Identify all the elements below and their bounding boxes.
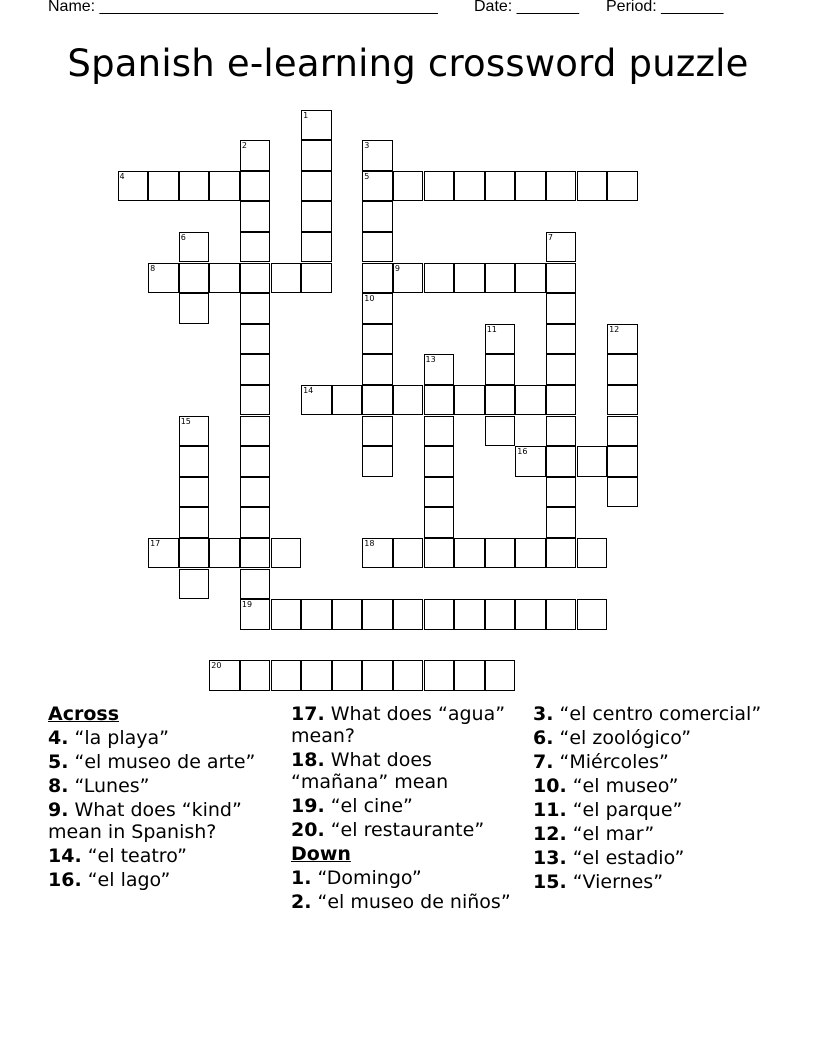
clue-text: “Miércoles” xyxy=(553,751,669,773)
grid-cell[interactable] xyxy=(424,263,455,294)
clue-number: 3 xyxy=(364,141,370,151)
clue-number: 5 xyxy=(364,171,370,181)
grid-cell[interactable] xyxy=(546,416,577,447)
grid-cell[interactable] xyxy=(515,263,546,294)
clue-number: 19 xyxy=(241,600,253,610)
grid-cell[interactable] xyxy=(424,354,455,385)
clue-number-label: 10. xyxy=(533,775,567,797)
grid-cell[interactable] xyxy=(362,171,393,202)
clue-number-label: 13. xyxy=(533,847,567,869)
grid-cell[interactable] xyxy=(148,538,179,569)
grid-cell[interactable] xyxy=(546,263,577,294)
clue-text: What does “kind” mean in Spanish? xyxy=(48,799,242,843)
down-heading: Down xyxy=(291,843,351,865)
clue-number: 4 xyxy=(119,171,125,181)
grid-cell[interactable] xyxy=(546,293,577,324)
grid-cell[interactable] xyxy=(271,660,302,691)
grid-cell[interactable] xyxy=(393,171,424,202)
page-title: Spanish e-learning crossword puzzle xyxy=(67,42,749,85)
clue-number-label: 12. xyxy=(533,823,567,845)
grid-cell[interactable] xyxy=(362,385,393,416)
clues-column-2 xyxy=(291,703,516,915)
grid-cell[interactable] xyxy=(546,477,577,508)
clue-number-label: 2. xyxy=(291,891,312,913)
clue-number: 10 xyxy=(364,294,375,304)
clue-text: “el parque” xyxy=(566,799,683,821)
grid-cell[interactable] xyxy=(515,446,546,477)
grid-cell[interactable] xyxy=(454,263,485,294)
clue-text: “el lago” xyxy=(81,869,171,891)
grid-cell[interactable] xyxy=(546,385,577,416)
clue-number-label: 20. xyxy=(291,819,325,841)
clue-number: 9 xyxy=(394,263,400,273)
grid-cell[interactable] xyxy=(179,538,210,569)
grid-cell[interactable] xyxy=(362,446,393,477)
grid-cell[interactable] xyxy=(546,599,577,630)
across-heading: Across xyxy=(48,703,120,725)
clue-item xyxy=(291,795,516,817)
clue-number: 1 xyxy=(303,110,309,120)
clue-item xyxy=(291,891,516,913)
grid-cell[interactable] xyxy=(424,416,455,447)
grid-cell[interactable] xyxy=(362,354,393,385)
grid-cell[interactable] xyxy=(607,416,638,447)
grid-cell[interactable] xyxy=(546,354,577,385)
clue-number-label: 14. xyxy=(48,845,82,867)
clue-item xyxy=(533,703,773,725)
clue-text: “el restaurante” xyxy=(324,819,485,841)
name-field[interactable]: Name: ______________________________________ xyxy=(48,0,438,15)
grid-cell[interactable] xyxy=(240,446,271,477)
grid-cell[interactable] xyxy=(454,385,485,416)
grid-cell[interactable] xyxy=(240,538,271,569)
clue-item xyxy=(291,703,516,747)
grid-cell[interactable] xyxy=(179,569,210,600)
grid-cell[interactable] xyxy=(362,660,393,691)
grid-cell[interactable] xyxy=(332,660,363,691)
clue-number: 15 xyxy=(180,416,191,426)
grid-cell[interactable] xyxy=(362,140,393,171)
date-field[interactable]: Date: _______ xyxy=(474,0,579,15)
grid-cell[interactable] xyxy=(301,385,332,416)
clue-number-label: 16. xyxy=(48,869,82,891)
grid-cell[interactable] xyxy=(424,538,455,569)
grid-cell[interactable] xyxy=(546,232,577,263)
grid-cell[interactable] xyxy=(240,293,271,324)
grid-cell[interactable] xyxy=(607,324,638,355)
clue-text: “la playa” xyxy=(68,727,170,749)
clue-text: “Domingo” xyxy=(311,867,422,889)
clue-item xyxy=(48,751,278,773)
clue-number-label: 8. xyxy=(48,775,69,797)
clue-number-label: 11. xyxy=(533,799,567,821)
grid-cell[interactable] xyxy=(179,446,210,477)
clues-column-1 xyxy=(48,703,278,893)
grid-cell[interactable] xyxy=(362,599,393,630)
clue-number: 8 xyxy=(150,263,156,273)
grid-cell[interactable] xyxy=(240,477,271,508)
grid-cell[interactable] xyxy=(271,263,302,294)
clue-number-label: 7. xyxy=(533,751,554,773)
grid-cell[interactable] xyxy=(362,293,393,324)
clue-number: 12 xyxy=(609,324,620,334)
clue-number-label: 19. xyxy=(291,795,325,817)
grid-cell[interactable] xyxy=(485,416,516,447)
grid-cell[interactable] xyxy=(454,538,485,569)
clue-number: 6 xyxy=(180,232,186,242)
grid-cell[interactable] xyxy=(485,171,516,202)
grid-cell[interactable] xyxy=(209,538,240,569)
clue-item xyxy=(48,845,278,867)
grid-cell[interactable] xyxy=(179,232,210,263)
grid-cell[interactable] xyxy=(271,538,302,569)
grid-cell[interactable] xyxy=(454,171,485,202)
clue-text: What does “mañana” mean xyxy=(291,749,449,793)
grid-cell[interactable] xyxy=(607,477,638,508)
clue-number-label: 3. xyxy=(533,703,554,725)
grid-cell[interactable] xyxy=(301,140,332,171)
grid-cell[interactable] xyxy=(301,201,332,232)
grid-cell[interactable] xyxy=(362,232,393,263)
grid-cell[interactable] xyxy=(485,660,516,691)
grid-cell[interactable] xyxy=(240,171,271,202)
grid-cell[interactable] xyxy=(301,263,332,294)
grid-cell[interactable] xyxy=(485,599,516,630)
grid-cell[interactable] xyxy=(240,385,271,416)
grid-cell[interactable] xyxy=(485,263,516,294)
grid-cell[interactable] xyxy=(301,599,332,630)
grid-cell[interactable] xyxy=(240,201,271,232)
grid-cell[interactable] xyxy=(393,599,424,630)
grid-cell[interactable] xyxy=(209,660,240,691)
grid-cell[interactable] xyxy=(515,599,546,630)
clue-number-label: 5. xyxy=(48,751,69,773)
grid-cell[interactable] xyxy=(607,354,638,385)
clue-item xyxy=(48,799,278,843)
clue-item xyxy=(48,775,278,797)
grid-cell[interactable] xyxy=(515,538,546,569)
clue-text: “el museo de niños” xyxy=(311,891,511,913)
grid-cell[interactable] xyxy=(240,569,271,600)
clue-number: 17 xyxy=(150,538,161,548)
grid-cell[interactable] xyxy=(362,201,393,232)
grid-cell[interactable] xyxy=(240,232,271,263)
clue-item xyxy=(533,799,773,821)
clue-number-label: 1. xyxy=(291,867,312,889)
clue-item xyxy=(533,847,773,869)
clue-text: “el estadio” xyxy=(566,847,685,869)
clue-text: “el mar” xyxy=(566,823,655,845)
clues-column-3 xyxy=(533,703,773,895)
grid-cell[interactable] xyxy=(362,538,393,569)
grid-cell[interactable] xyxy=(148,171,179,202)
clue-item xyxy=(533,823,773,845)
grid-cell[interactable] xyxy=(546,507,577,538)
grid-cell[interactable] xyxy=(485,385,516,416)
clue-text: “Lunes” xyxy=(68,775,150,797)
grid-cell[interactable] xyxy=(240,324,271,355)
grid-cell[interactable] xyxy=(271,599,302,630)
clue-number: 16 xyxy=(517,447,528,457)
grid-cell[interactable] xyxy=(546,538,577,569)
clue-text: “el teatro” xyxy=(81,845,187,867)
grid-cell[interactable] xyxy=(424,507,455,538)
grid-cell[interactable] xyxy=(577,599,608,630)
clue-item xyxy=(533,871,773,893)
clue-item xyxy=(48,727,278,749)
grid-cell[interactable] xyxy=(362,416,393,447)
clue-number-label: 15. xyxy=(533,871,567,893)
clue-item xyxy=(291,749,516,793)
period-field[interactable]: Period: _______ xyxy=(606,0,724,15)
grid-cell[interactable] xyxy=(179,293,210,324)
clue-text: “el museo de arte” xyxy=(68,751,256,773)
grid-cell[interactable] xyxy=(240,660,271,691)
grid-cell[interactable] xyxy=(424,171,455,202)
clue-item xyxy=(291,819,516,841)
grid-cell[interactable] xyxy=(332,385,363,416)
grid-cell[interactable] xyxy=(362,324,393,355)
grid-cell[interactable] xyxy=(240,507,271,538)
clue-number: 7 xyxy=(547,232,553,242)
clue-number-label: 4. xyxy=(48,727,69,749)
grid-cell[interactable] xyxy=(362,263,393,294)
clue-text: “el cine” xyxy=(324,795,413,817)
grid-cell[interactable] xyxy=(607,171,638,202)
grid-cell[interactable] xyxy=(393,538,424,569)
grid-cell[interactable] xyxy=(577,171,608,202)
clue-number-label: 17. xyxy=(291,703,325,725)
grid-cell[interactable] xyxy=(393,660,424,691)
grid-cell[interactable] xyxy=(301,171,332,202)
clue-number: 2 xyxy=(241,141,247,151)
grid-cell[interactable] xyxy=(607,446,638,477)
grid-cell[interactable] xyxy=(179,171,210,202)
grid-cell[interactable] xyxy=(393,263,424,294)
grid-cell[interactable] xyxy=(209,171,240,202)
clue-number-label: 18. xyxy=(291,749,325,771)
grid-cell[interactable] xyxy=(301,110,332,141)
grid-cell[interactable] xyxy=(179,507,210,538)
grid-cell[interactable] xyxy=(240,599,271,630)
grid-cell[interactable] xyxy=(240,263,271,294)
clue-item xyxy=(291,867,516,889)
grid-cell[interactable] xyxy=(148,263,179,294)
grid-cell[interactable] xyxy=(515,385,546,416)
clue-item xyxy=(48,869,278,891)
grid-cell[interactable] xyxy=(454,660,485,691)
grid-cell[interactable] xyxy=(424,599,455,630)
clue-number: 11 xyxy=(486,324,497,334)
grid-cell[interactable] xyxy=(179,477,210,508)
clue-text: “el centro comercial” xyxy=(553,703,762,725)
grid-cell[interactable] xyxy=(485,324,516,355)
clue-item xyxy=(533,727,773,749)
grid-cell[interactable] xyxy=(179,416,210,447)
grid-cell[interactable] xyxy=(240,416,271,447)
clue-text: “el museo” xyxy=(566,775,679,797)
clue-number: 18 xyxy=(364,538,375,548)
grid-cell[interactable] xyxy=(454,599,485,630)
grid-cell[interactable] xyxy=(515,171,546,202)
clue-number-label: 6. xyxy=(533,727,554,749)
clue-text: What does “agua” mean? xyxy=(291,703,506,747)
grid-cell[interactable] xyxy=(546,324,577,355)
grid-cell[interactable] xyxy=(607,385,638,416)
grid-cell[interactable] xyxy=(240,140,271,171)
grid-cell[interactable] xyxy=(485,538,516,569)
clue-text: “Viernes” xyxy=(566,871,664,893)
grid-cell[interactable] xyxy=(424,385,455,416)
grid-cell[interactable] xyxy=(301,232,332,263)
grid-cell[interactable] xyxy=(301,660,332,691)
grid-cell[interactable] xyxy=(118,171,149,202)
clue-number: 13 xyxy=(425,355,436,365)
clue-number: 14 xyxy=(303,385,314,395)
grid-cell[interactable] xyxy=(424,446,455,477)
grid-cell[interactable] xyxy=(393,385,424,416)
grid-cell[interactable] xyxy=(332,599,363,630)
grid-cell[interactable] xyxy=(179,263,210,294)
grid-cell[interactable] xyxy=(485,354,516,385)
clue-item xyxy=(533,775,773,797)
grid-cell[interactable] xyxy=(209,263,240,294)
grid-cell[interactable] xyxy=(577,446,608,477)
grid-cell[interactable] xyxy=(240,354,271,385)
grid-cell[interactable] xyxy=(546,446,577,477)
clue-text: “el zoológico” xyxy=(553,727,692,749)
grid-cell[interactable] xyxy=(424,660,455,691)
clue-item xyxy=(533,751,773,773)
clue-number: 20 xyxy=(211,661,222,671)
grid-cell[interactable] xyxy=(546,171,577,202)
grid-cell[interactable] xyxy=(424,477,455,508)
clue-number-label: 9. xyxy=(48,799,69,821)
grid-cell[interactable] xyxy=(577,538,608,569)
